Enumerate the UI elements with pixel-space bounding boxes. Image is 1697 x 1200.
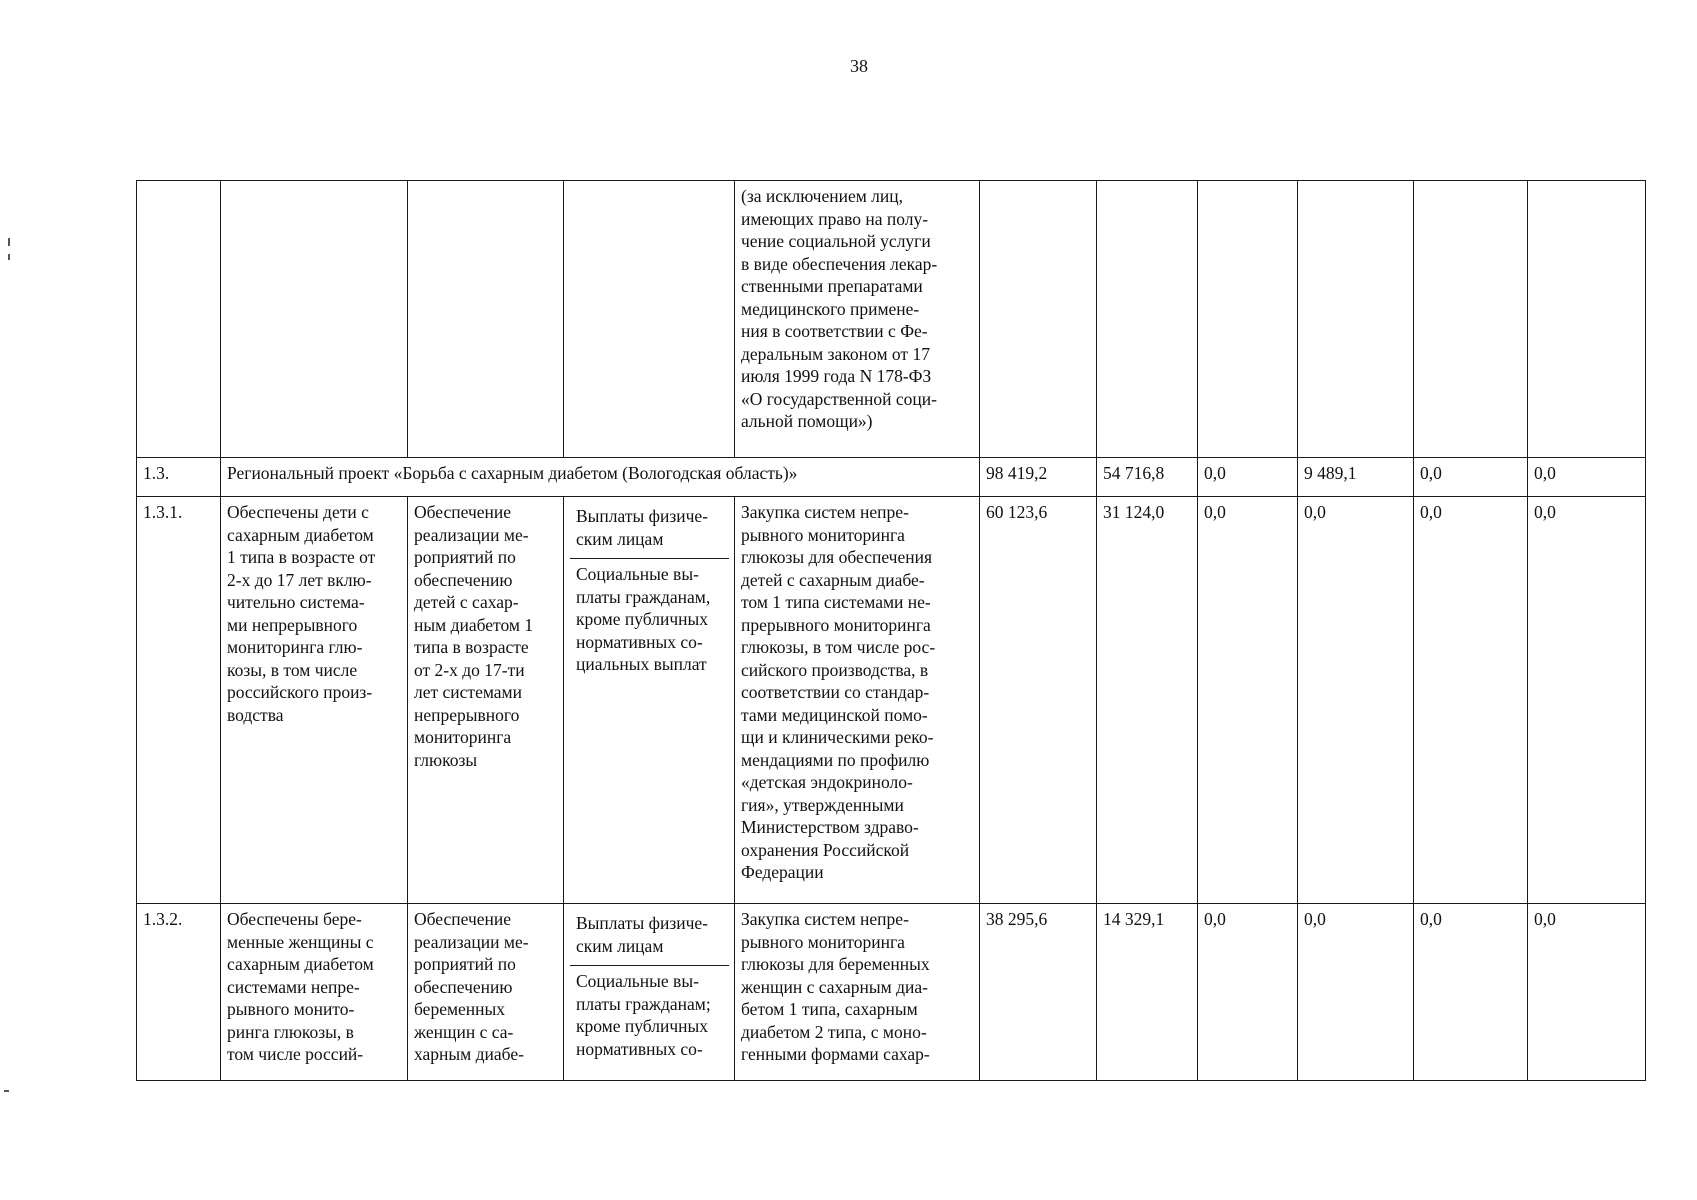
value-cell: 0,0 [1198, 904, 1298, 1081]
cell-number [137, 181, 221, 458]
cell-value [1298, 181, 1414, 458]
cell-value [980, 181, 1097, 458]
payment-type: Выплаты физиче- ским лицам [570, 908, 729, 966]
cell-value [1414, 181, 1528, 458]
page-number: 38 [850, 56, 868, 76]
value-cell: 0,0 [1198, 497, 1298, 904]
margin-mark [8, 238, 10, 246]
cell-value [1528, 181, 1646, 458]
table-row [137, 904, 1646, 1081]
payment-cell [564, 904, 735, 1081]
project-row [137, 458, 1646, 497]
payment-subtype: Социальные вы- платы гражданам, кроме публичных нормативных со- циальных выплат [576, 564, 711, 674]
row-number: 1.3.1. [137, 497, 221, 904]
value-cell: 0,0 [1414, 497, 1528, 904]
cell-payment-type [564, 181, 735, 458]
payment-type: Выплаты физиче- ским лицам [570, 501, 729, 559]
row-number: 1.3.2. [137, 904, 221, 1081]
table-row [137, 497, 1646, 904]
result-cell: Обеспечены дети с сахарным диабетом 1 типа в возрасте от 2-х до 17 лет вклю- чительно система- ми непрерывного мониторинга глю- козы, в том числе российского произ- водства [221, 497, 408, 904]
payment-cell [564, 497, 735, 904]
margin-mark [4, 1090, 9, 1092]
value-cell: 9 489,1 [1298, 458, 1414, 497]
value-cell: 0,0 [1198, 458, 1298, 497]
value-cell: 0,0 [1528, 458, 1646, 497]
cell-measure [408, 181, 564, 458]
result-cell: Обеспечены бере- менные женщины с сахарным диабетом системами непре- рывного монито- ринга глюкозы, в том числе россий- [221, 904, 408, 1081]
measure-cell: Обеспечение реализации ме- роприятий по обеспечению детей с сахар- ным диабетом 1 типа в возрасте от 2-х до 17-ти лет системами непрерывного мониторинга глюкозы [408, 497, 564, 904]
value-cell: 0,0 [1528, 904, 1646, 1081]
value-cell: 31 124,0 [1097, 497, 1198, 904]
value-cell: 0,0 [1414, 458, 1528, 497]
continuation-row [137, 181, 1646, 458]
value-cell: 0,0 [1528, 497, 1646, 904]
value-cell: 60 123,6 [980, 497, 1097, 904]
value-cell: 38 295,6 [980, 904, 1097, 1081]
value-cell: 54 716,8 [1097, 458, 1198, 497]
cell-value [1198, 181, 1298, 458]
payment-subtype: Социальные вы- платы гражданам; кроме публичных нормативных со- [576, 971, 711, 1059]
description-cell: Закупка систем непре- рывного мониторинга глюкозы для обеспечения детей с сахарным диабе- том 1 типа системами не- прерывного мониторинга глюкозы, в том числе рос- сийского производства, в соответствии со стандар- тами медицинской помо- щи и клиническими реко- мендациями по профилю «детская эндокриноло- гия», утвержденными Министерством здраво- охранения Российской Федерации [735, 497, 980, 904]
margin-mark [8, 254, 10, 260]
budget-table [136, 180, 1646, 1081]
measure-cell: Обеспечение реализации ме- роприятий по обеспечению беременных женщин с са- харным диабе- [408, 904, 564, 1081]
value-cell: 0,0 [1298, 904, 1414, 1081]
cell-description: (за исключением лиц, имеющих право на полу- чение социальной услуги в виде обеспечения лекар- ственными препаратами медицинского примене- ния в соответствии с Фе- деральным законом от 17 июля 1999 года N 178-ФЗ «О государственной соци- альной помощи») [735, 181, 980, 458]
value-cell: 98 419,2 [980, 458, 1097, 497]
description-cell: Закупка систем непре- рывного мониторинга глюкозы для беременных женщин с сахарным диа- бетом 1 типа, сахарным диабетом 2 типа, с моно- генными формами сахар- [735, 904, 980, 1081]
row-number: 1.3. [137, 458, 221, 497]
project-title: Региональный проект «Борьба с сахарным диабетом (Вологодская область)» [221, 458, 980, 497]
value-cell: 14 329,1 [1097, 904, 1198, 1081]
value-cell: 0,0 [1414, 904, 1528, 1081]
value-cell: 0,0 [1298, 497, 1414, 904]
cell-result [221, 181, 408, 458]
cell-value [1097, 181, 1198, 458]
